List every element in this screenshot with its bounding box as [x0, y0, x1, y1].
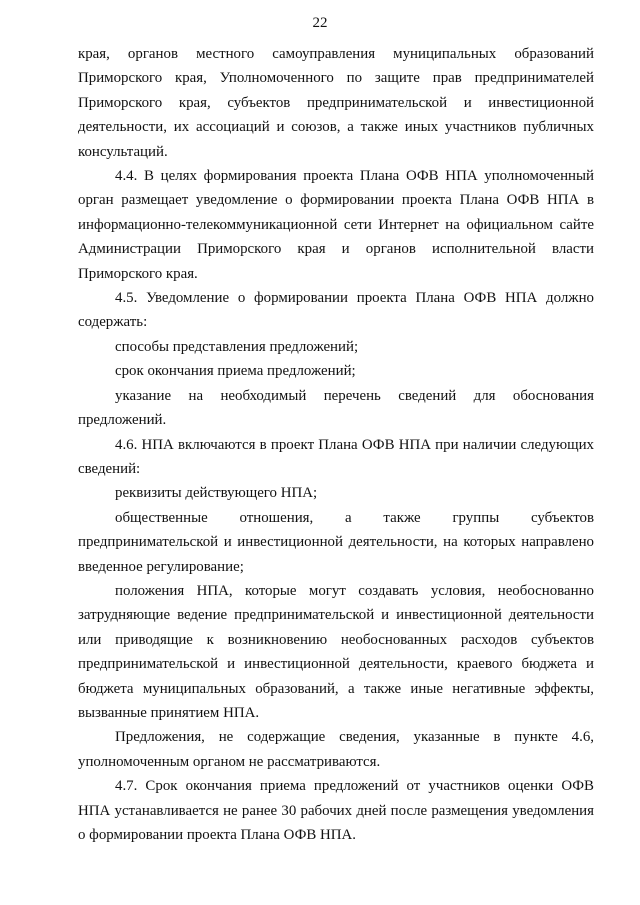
- paragraph-4-7: 4.7. Срок окончания приема предложений от участников оценки ОФВ НПА устанавливается не ранее 30 рабочих дней после размещения уведомления о формировании проекта Плана ОФВ НПА.: [78, 778, 594, 843]
- paragraph-continuation: края, органов местного самоуправления муниципальных образований Приморского края, Уполномоченного по защите прав предпринимателей Приморского края, субъектов предпринимательской и инвестиционной деятельности, их ассоциаций и союзов, а также иных участников публичных консультаций.: [78, 46, 594, 160]
- paragraph-4-4: 4.4. В целях формирования проекта Плана ОФВ НПА уполномоченный орган размещает уведомление о формировании проекта Плана ОФВ НПА в информационно-телекоммуникационной сети Интернет на официальном сайте Администрации Приморского края и органов исполнительной власти Приморского края.: [78, 168, 594, 282]
- list-item-relations: общественные отношения, а также группы субъектов предпринимательской и инвестиционной деятельности, на которых направлено введенное регулирование;: [78, 509, 594, 575]
- page-number: 22: [312, 15, 328, 31]
- paragraph-proposals-note: Предложения, не содержащие сведения, указанные в пункте 4.6, уполномоченным органом не рассматриваются.: [78, 729, 594, 770]
- list-item-deadline: срок окончания приема предложений;: [115, 363, 356, 380]
- list-item-provisions: положения НПА, которые могут создавать условия, необоснованно затрудняющие ведение предпринимательской и инвестиционной деятельности или приводящие к возникновению необоснованных расходов субъектов предпринимательской и инвестиционной деятельности, краевого бюджета и бюджета муниципальных образований, а также иные негативные эффекты, вызванные принятием НПА.: [78, 582, 594, 721]
- list-item-submission-methods: способы представления предложений;: [115, 338, 359, 355]
- paragraph-4-6: 4.6. НПА включаются в проект Плана ОФВ НПА при наличии следующих сведений:: [78, 436, 594, 477]
- list-item-required-info: указание на необходимый перечень сведений для обоснования предложений.: [78, 387, 594, 429]
- list-item-npa-details: реквизиты действующего НПА;: [115, 485, 318, 502]
- document-body: [78, 42, 594, 847]
- paragraph-4-5: 4.5. Уведомление о формировании проекта Плана ОФВ НПА должно содержать:: [78, 290, 594, 331]
